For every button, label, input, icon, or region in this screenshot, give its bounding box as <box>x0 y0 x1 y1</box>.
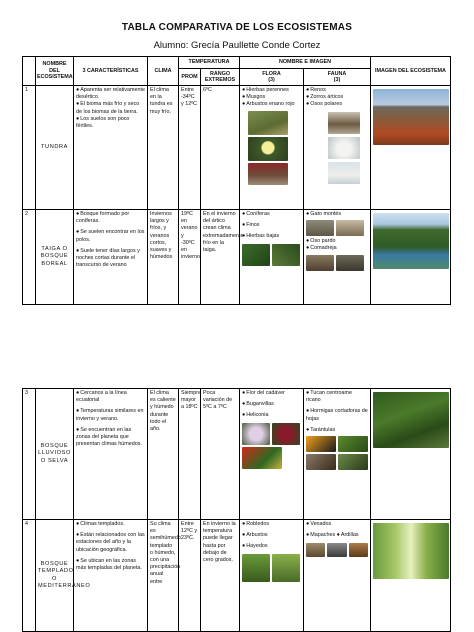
header-clima: CLIMA <box>148 57 179 86</box>
flora-item: ● Robledos <box>242 521 301 528</box>
fauna-item: ● Tarántulas <box>306 427 368 434</box>
fauna-cell <box>304 86 371 210</box>
flora-item: ● Hayedos <box>242 543 301 550</box>
squirrel-photo <box>349 543 368 557</box>
characteristics-cell <box>74 520 148 632</box>
ecosystem-name: TUNDRA <box>36 86 74 210</box>
fauna-item: ● Osos polares <box>306 101 368 108</box>
characteristic: ● Se suelen encontrar en los polos. <box>76 229 145 243</box>
tarantula-photo <box>306 454 336 470</box>
reindeer-photo <box>328 112 360 134</box>
ecosystem-name: TAIGA O BOSQUE BOREAL <box>36 210 74 305</box>
flora-cell <box>240 86 304 210</box>
fox-photo <box>328 137 360 159</box>
lynx-photo <box>306 220 334 236</box>
heliconia-photo <box>242 447 282 469</box>
prom-cell: Entre -34ºC y 12ºC <box>179 86 201 210</box>
fauna-cell <box>304 520 371 632</box>
rango-cell: En invierno la temperatura puede llegar hasta por debajo de cero grados. <box>201 520 240 632</box>
ecosystem-image-cell <box>371 520 451 632</box>
row-number: 3 <box>23 389 36 520</box>
student-name: Alumno: Grecía Paullette Conde Cortez <box>153 40 321 51</box>
page-title: TABLA COMPARATIVA DE LOS ECOSISTEMAS <box>121 22 353 33</box>
taiga-landscape-photo <box>373 213 449 269</box>
fauna-item: ● Gato montés <box>306 211 368 218</box>
table-row <box>23 520 451 632</box>
deer-photo <box>336 220 364 236</box>
fauna-item: ● Venados <box>306 521 368 528</box>
toucan-photo <box>306 436 336 452</box>
fauna-item-text: Mapaches <box>310 532 336 539</box>
ecosystem-image-cell <box>371 86 451 210</box>
flora-item: ● Heliconia <box>242 412 301 419</box>
ant-photo <box>338 436 368 452</box>
flora-item: ● Arbustos enano rojo <box>242 101 301 108</box>
ecosystem-table-top <box>22 56 451 305</box>
clima-cell: El clima es caliente y húmedo durante todo el año. <box>148 389 179 520</box>
characteristic: ● Se encuentran en las zonas del planeta que presentan climas húmedos. <box>76 427 145 449</box>
flora-cell <box>240 520 304 632</box>
header-imagen: IMAGEN DEL ECOSISTEMA <box>371 57 451 86</box>
row-number: 4 <box>23 520 36 632</box>
characteristic: ● Bosque formado por coníferas. <box>76 211 145 225</box>
fauna-count: (3) <box>333 77 341 83</box>
row-number: 2 <box>23 210 36 305</box>
flora-cell <box>240 210 304 305</box>
header-nombre: NOMBRE DEL ECOSISTEMA <box>36 57 74 86</box>
tundra-landscape-photo <box>373 89 449 145</box>
characteristics-cell <box>74 389 148 520</box>
fauna-item: ● Hormigas cortadoras de hojas <box>306 408 368 422</box>
flora-item: ● Finos <box>242 222 301 229</box>
characteristic: ● Suele tener días largos y noches cortas durante el transcurso de verano <box>76 248 145 270</box>
fauna-item: ● Oso pardo <box>306 238 368 245</box>
header-fauna <box>304 69 371 86</box>
conifer-photo <box>242 244 270 266</box>
insect-photo <box>338 454 368 470</box>
ecosystem-image-cell <box>371 389 451 520</box>
rango-cell: En el invierno del ártico crean clima extremadamente frío en la taiga. <box>201 210 240 305</box>
header-nombre-imagen: NOMBRE E IMAGEN <box>240 57 371 69</box>
ecosystem-image-cell <box>371 210 451 305</box>
flora-item: ● Hierbas bajas <box>242 233 301 240</box>
characteristic: ● Aparenta ser relativamente desértico. <box>76 87 145 101</box>
prom-cell: 19ºC en verano y -30ºC en invierno <box>179 210 201 305</box>
table-row <box>23 389 451 520</box>
fauna-item: ● Comadreja <box>306 245 368 252</box>
temperate-forest-landscape-photo <box>373 523 449 579</box>
flora-item: ● Arbustos <box>242 532 301 539</box>
flora-item: ● Flor del cadáver <box>242 390 301 397</box>
deer-photo <box>306 543 325 557</box>
prom-cell: Siempre mayor a 18ºC <box>179 389 201 520</box>
rainforest-landscape-photo <box>373 392 449 448</box>
bear-photo <box>306 255 334 271</box>
ecosystem-name: BOSQUE LLUVIOSO O SELVA <box>36 389 74 520</box>
fauna-item: ● Zorros árticos <box>306 94 368 101</box>
row-number: 1 <box>23 86 36 210</box>
rango-cell: Poca variación de 5ºC a 7ºC <box>201 389 240 520</box>
fauna-item-text: Ardillas <box>340 532 359 539</box>
oak-photo <box>242 554 270 582</box>
flora-count: (3) <box>268 77 275 83</box>
corpse-flower-photo <box>242 423 270 445</box>
polar-bear-photo <box>328 162 360 184</box>
ecosystem-table-bottom <box>22 388 451 632</box>
flora-item: ● Coníferas <box>242 211 301 218</box>
fauna-label: FAUNA <box>327 70 347 77</box>
clima-cell: El clima en la tundra es muy frío. <box>148 86 179 210</box>
table-row <box>23 210 451 305</box>
flora-item: ● Musgos <box>242 94 301 101</box>
flora-label: FLORA <box>262 70 281 77</box>
fauna-cell <box>304 389 371 520</box>
raccoon-photo <box>327 543 346 557</box>
weasel-photo <box>336 255 364 271</box>
fauna-item <box>306 532 368 539</box>
header-flora <box>240 69 304 86</box>
header-caracteristicas: 3 CARACTERÍSTICAS <box>74 57 148 86</box>
flora-item: ● Hierbas perennes <box>242 87 301 94</box>
shrub-photo <box>248 163 288 185</box>
flora-item: ● Buganvillas <box>242 401 301 408</box>
characteristic: ● Cercanos a la línea ecuatorial <box>76 390 145 404</box>
clima-cell: Su clima es semihúmedo templado o húmedo, con una precipitación anual entre <box>148 520 179 632</box>
table-row <box>23 86 451 210</box>
characteristic: ● Climas templados. <box>76 521 145 528</box>
characteristic: ● El bioma más frío y seco de los biomas de la tierra. <box>76 101 145 115</box>
prom-cell: Entre 12ºC y 23ºC. <box>179 520 201 632</box>
header-rango: RANGO EXTREMOS <box>201 69 240 86</box>
flora-cell <box>240 389 304 520</box>
flower-photo <box>248 137 288 161</box>
characteristic: ● Se ubican en las zonas más templadas del planeta. <box>76 558 145 572</box>
grass-photo <box>248 111 288 135</box>
characteristics-cell <box>74 86 148 210</box>
fauna-cell <box>304 210 371 305</box>
clima-cell: Inviernos largos y fríos, y veranos cortos, suaves y húmedos <box>148 210 179 305</box>
header-prom: PROM <box>179 69 201 86</box>
characteristics-cell <box>74 210 148 305</box>
ecosystem-name: BOSQUE TEMPLADO O MEDITERRÁNEO <box>36 520 74 632</box>
beech-photo <box>272 554 300 582</box>
fauna-item: ● Renos <box>306 87 368 94</box>
fauna-item: ● Tucan centroame ricano <box>306 390 368 404</box>
header-temperatura: TEMPERATURA <box>179 57 240 69</box>
characteristic: ● Los suelos son poco fértiles. <box>76 116 145 130</box>
header-num <box>23 57 36 86</box>
pine-photo <box>272 244 300 266</box>
characteristic: ● Están relacionados con las estaciones del año y la ubicación geográfica. <box>76 532 145 554</box>
bougainvillea-photo <box>272 423 300 445</box>
rango-cell: 6ºC <box>201 86 240 210</box>
characteristic: ● Temperaturas similares en invierno y verano. <box>76 408 145 422</box>
